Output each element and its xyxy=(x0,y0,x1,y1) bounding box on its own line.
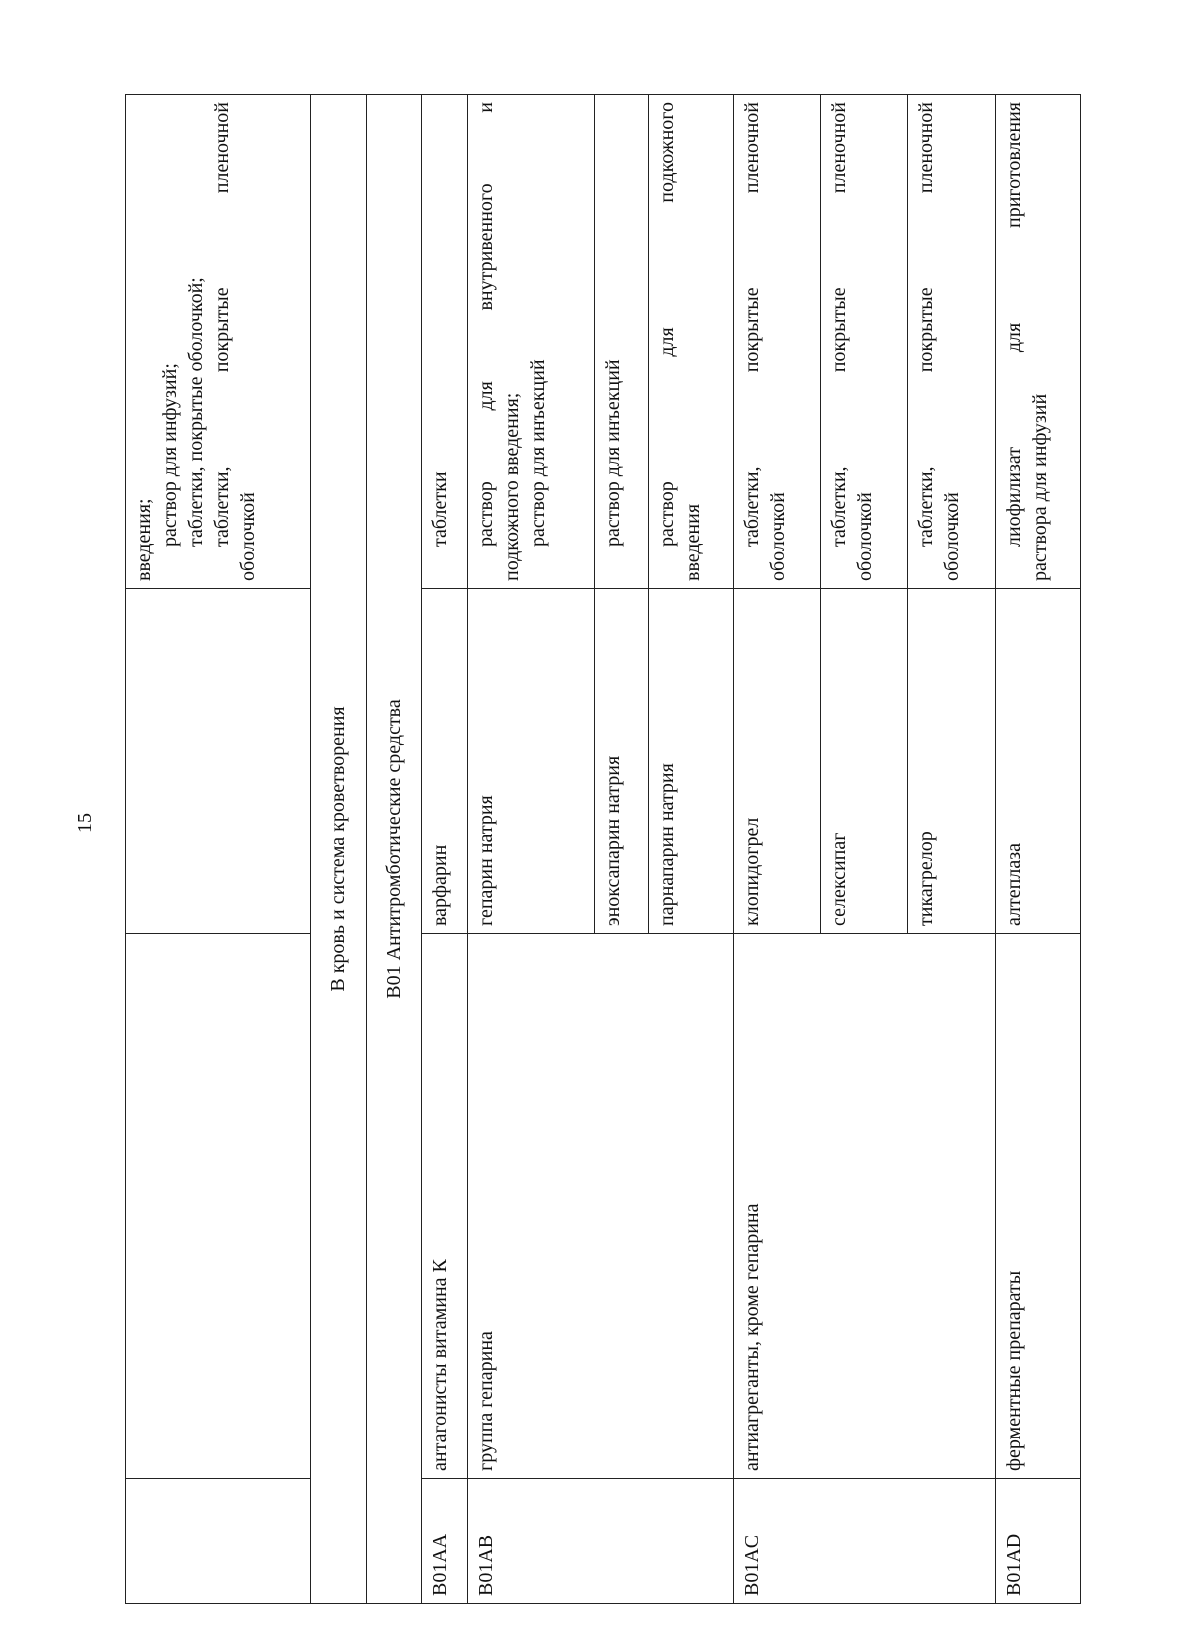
group-header: B кровь и система кроветворения xyxy=(311,95,366,1604)
form-line: раствор для подкожного xyxy=(655,102,678,547)
form-line: подкожного введения; xyxy=(500,392,523,581)
form-cell xyxy=(908,95,995,589)
drug-cell: тикагрелор xyxy=(908,589,995,934)
table-row xyxy=(421,95,467,1604)
group-cell: антагонисты витамина К xyxy=(421,934,467,1479)
form-line: раствор для внутривенного и xyxy=(474,102,497,547)
atc-code-cell: B01AA xyxy=(421,1479,467,1604)
group-cell: ферментные препараты xyxy=(995,934,1080,1479)
atc-code-cell: B01AD xyxy=(995,1479,1080,1604)
group-cell xyxy=(126,934,311,1479)
form-line: таблетки, покрытые пленочной xyxy=(211,102,233,547)
form-cell xyxy=(421,95,467,589)
drug-cell: эноксапарин натрия xyxy=(595,589,648,934)
form-line: лиофилизат для приготовления xyxy=(1002,102,1025,547)
form-line: оболочкой xyxy=(766,492,789,581)
drug-cell: клопидогрел xyxy=(733,589,820,934)
drug-cell: парнапарин натрия xyxy=(648,589,733,934)
form-line: раствор для инъекций xyxy=(526,359,549,547)
table-row xyxy=(126,95,311,1604)
table-row xyxy=(995,95,1080,1604)
group-cell: группа гепарина xyxy=(467,934,733,1479)
form-line: оболочкой xyxy=(854,492,877,581)
drug-cell: алтеплаза xyxy=(995,589,1080,934)
atc-code-cell: B01AB xyxy=(467,1479,733,1604)
form-cell xyxy=(995,95,1080,589)
drug-cell: селексипаг xyxy=(821,589,908,934)
form-cell xyxy=(821,95,908,589)
atc-code-cell: B01AC xyxy=(733,1479,995,1604)
drug-cell: варфарин xyxy=(421,589,467,934)
table-row xyxy=(467,95,595,1604)
form-line: раствора для инфузий xyxy=(1028,393,1051,581)
form-line: раствор для инфузий; xyxy=(159,363,181,547)
form-cell xyxy=(648,95,733,589)
form-line: оболочкой xyxy=(237,492,259,581)
rotated-table-container xyxy=(125,95,1081,1604)
form-line: введения; xyxy=(133,498,155,581)
form-line: таблетки, покрытые пленочной xyxy=(915,102,938,547)
table-row xyxy=(733,95,820,1604)
form-cell xyxy=(126,95,311,589)
form-line: оболочкой xyxy=(941,492,964,581)
form-line: таблетки, покрытые оболочкой; xyxy=(185,277,207,547)
subgroup-header: B01 Антитромботические средства xyxy=(366,95,421,1604)
drug-cell xyxy=(126,589,311,934)
drug-cell: гепарин натрия xyxy=(467,589,595,934)
form-line: таблетки, покрытые пленочной xyxy=(740,102,763,547)
drug-table xyxy=(125,94,1081,1604)
form-line: таблетки xyxy=(428,471,451,547)
form-line: таблетки, покрытые пленочной xyxy=(828,102,851,547)
group-cell: антиагреганты, кроме гепарина xyxy=(733,934,995,1479)
form-line: раствор для инъекций xyxy=(602,359,625,547)
subgroup-header-row xyxy=(366,95,421,1604)
page-number: 15 xyxy=(74,813,96,833)
group-header-row xyxy=(311,95,366,1604)
form-cell xyxy=(467,95,595,589)
form-cell xyxy=(733,95,820,589)
atc-code-cell xyxy=(126,1479,311,1604)
form-cell xyxy=(595,95,648,589)
form-line: введения xyxy=(681,503,704,581)
